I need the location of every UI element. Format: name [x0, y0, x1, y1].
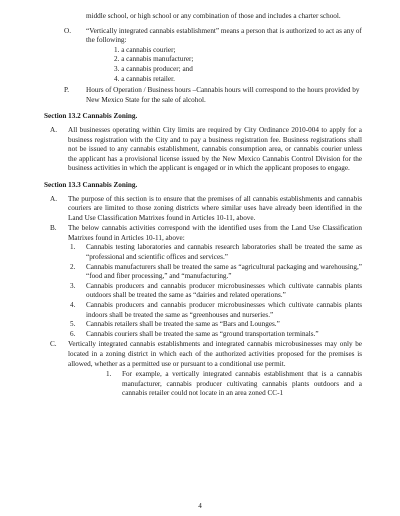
list-item-text: Cannabis manufacturers shall be treated the same as “agricultural packaging and warehousing,” “food and fiber processing,” and “manufacturing.” [86, 262, 362, 281]
list-item-text: Cannabis testing laboratories and cannabis research laboratories shall be treated the same as “professional and scientific offices and services.” [86, 243, 362, 262]
definition-o-item: 2. a cannabis manufacturer; [114, 55, 194, 64]
definition-p-marker: P. [64, 86, 69, 95]
section-13-3-heading: Section 13.3 Cannabis Zoning. [44, 180, 138, 189]
list-marker: 1. [70, 243, 76, 252]
paragraph-marker: A. [50, 194, 57, 203]
paragraph-text: Vertically integrated cannabis establishments and integrated cannabis microbusinesses may only be located in a zoning district in which each of the authorized activities proposed for the premises is allowed, whether as a permitted use or pursuant to a conditional use permit. [68, 340, 362, 368]
paragraph-marker: B. [50, 224, 57, 233]
list-item [44, 243, 362, 262]
list-item-text: Cannabis producers and cannabis producer microbusinesses which cultivate cannabis plants outdoors shall be treated the same as “dairies and related operations.” [86, 281, 362, 300]
section-13-2-paragraph-a [44, 126, 362, 174]
list-item [44, 263, 362, 282]
section-13-3-paragraph-a [44, 195, 362, 224]
section-13-3-paragraph-c [44, 340, 362, 369]
definition-o-text: “Vertically integrated cannabis establishment” means a person that is authorized to act as any of the following: [86, 26, 362, 45]
list-item [44, 282, 362, 301]
definition-p-text: Hours of Operation / Business hours –Cannabis hours will correspond to the hours provided by New Mexico State for the sale of alcohol. [86, 86, 360, 104]
definition-o-item: 1. a cannabis courier; [114, 45, 176, 54]
definition-o-item: 4. a cannabis retailer. [114, 74, 175, 83]
list-marker: 5. [70, 320, 76, 329]
paragraph-marker: A. [50, 125, 57, 134]
list-marker: 4. [70, 301, 76, 310]
paragraph-text: The purpose of this section is to ensure that the premises of all cannabis establishments and cannabis couriers are limited to those zoning districts where similar uses have already been identified in the Land Use Classification Matrixes found in Articles 10-11, above. [68, 194, 362, 222]
paragraph-text: The below cannabis activities correspond with the identified uses from the Land Use Classification Matrixes found in Articles 10-11, above: [68, 224, 362, 242]
paragraph-text: All businesses operating within City limits are required by City Ordinance 2010-004 to apply for a business registration with the City and to pay a business registration fee. Business registrations shall not be issued to any cannabis establishment, cannabis consumption area, or cannabis courier unless the applicant has a provisional license issued by the New Mexico Cannabis Control Division for the business activities in which the applicant is engaged or in which the applicant proposes to engage. [68, 125, 362, 173]
list-marker: 1. [106, 370, 112, 379]
list-marker: 2. [70, 262, 76, 271]
list-item [44, 320, 362, 330]
list-item [44, 370, 362, 399]
list-item-text: Cannabis producers and cannabis producer microbusinesses which cultivate cannabis plants indoors shall be treated the same as “greenhouses and nurseries.” [86, 301, 362, 319]
list-marker: 3. [70, 281, 76, 290]
page-number: 4 [198, 502, 202, 510]
list-item-text: Cannabis retailers shall be treated the same as “Bars and Lounges.” [86, 320, 280, 329]
definition-o-marker: O. [64, 26, 71, 35]
list-item-text: For example, a vertically integrated cannabis establishment that is a cannabis manufacturer, cannabis producer cultivating cannabis plants outdoors and a cannabis retailer could not locate in an area zoned CC-1 [122, 370, 362, 398]
section-13-2-heading: Section 13.2 Cannabis Zoning. [44, 112, 138, 121]
paragraph-marker: C. [50, 340, 57, 349]
continued-paragraph: middle school, or high school or any combination of those and includes a charter school. [86, 12, 341, 20]
definition-o [44, 27, 362, 46]
section-13-3-paragraph-b [44, 224, 362, 243]
definition-o-item: 3. a cannabis producer; and [114, 64, 193, 73]
list-item [44, 301, 362, 320]
list-item [44, 330, 362, 340]
list-marker: 6. [70, 329, 76, 338]
list-item-text: Cannabis couriers shall be treated the same as “ground transportation terminals.” [86, 329, 319, 338]
definition-p [44, 86, 362, 105]
